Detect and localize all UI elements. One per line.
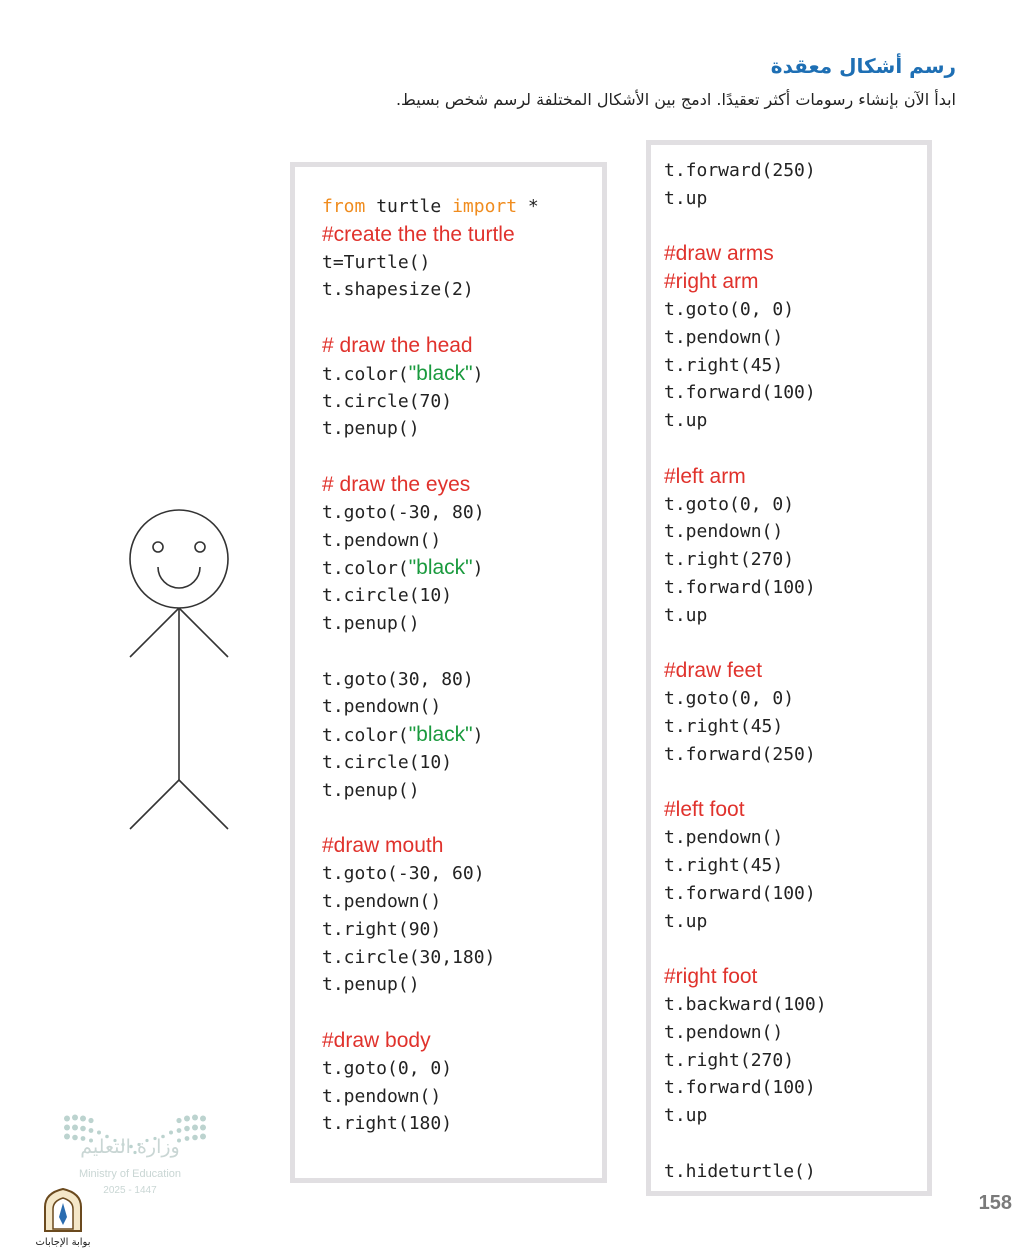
- code-blank-line: [322, 443, 602, 471]
- stick-figure-right-eye: [195, 542, 205, 552]
- code-comment: # draw the head: [322, 333, 473, 357]
- code-line: t.goto(-30, 80): [322, 501, 485, 523]
- code-line: t.right(45): [664, 715, 784, 737]
- code-blank-line: [664, 935, 927, 963]
- stick-figure-left-leg: [130, 780, 179, 829]
- code-comment: #right foot: [664, 965, 758, 989]
- code-blank-line: [664, 213, 927, 241]
- code-keyword-import: import: [452, 196, 518, 217]
- code-line: t.goto(0, 0): [664, 298, 795, 320]
- code-line: t.forward(250): [664, 160, 816, 181]
- code-line: t.right(270): [664, 1049, 795, 1071]
- code-line: t.penup(): [322, 974, 420, 996]
- stick-figure-right-leg: [179, 780, 228, 829]
- code-line: t.up: [664, 187, 708, 209]
- code-comment: #left arm: [664, 464, 746, 488]
- code-keyword-from: from: [322, 196, 366, 217]
- code-line: t.goto(-30, 60): [322, 863, 485, 885]
- stick-figure-illustration: [120, 505, 240, 840]
- stick-figure-left-arm: [130, 608, 179, 657]
- code-comment: #draw feet: [664, 659, 763, 683]
- answers-portal-logo-icon: [28, 1185, 98, 1250]
- code-line: t.forward(100): [664, 1077, 816, 1099]
- code-line: t.up: [664, 410, 708, 432]
- code-line: t.right(270): [664, 549, 795, 571]
- code-comment: #left foot: [664, 798, 745, 822]
- code-text: ): [472, 558, 484, 580]
- code-line: t.forward(100): [664, 882, 816, 904]
- code-listing-right: [664, 157, 927, 1185]
- code-string: "black": [408, 723, 473, 747]
- code-line: t.forward(100): [664, 576, 816, 598]
- code-line: t.pendown(): [322, 696, 442, 718]
- code-string: "black": [408, 556, 473, 580]
- code-line: t.goto(30, 80): [322, 668, 474, 690]
- code-comment: #draw mouth: [322, 834, 444, 858]
- code-line: t.pendown(): [322, 890, 442, 912]
- code-line: t.hideturtle(): [664, 1160, 816, 1182]
- code-line: t.pendown(): [322, 529, 442, 551]
- code-box-right: [646, 140, 932, 1196]
- stick-figure-left-eye: [153, 542, 163, 552]
- watermark-text: بوابة الإجابات: [35, 1237, 91, 1248]
- code-line: t.pendown(): [664, 326, 784, 348]
- page-instructions: ابدأ الآن بإنشاء رسومات أكثر تعقيدًا. ادمج بين الأشكال المختلفة لرسم شخص بسيط.: [395, 90, 956, 109]
- code-line: t.penup(): [322, 612, 420, 634]
- code-line: t.circle(10): [322, 751, 453, 773]
- code-comment: #draw body: [322, 1028, 431, 1052]
- code-line: t.right(180): [322, 1113, 453, 1135]
- code-text: t.color(: [322, 725, 409, 747]
- code-line: t.right(45): [664, 854, 784, 876]
- code-line: t.up: [664, 1105, 708, 1127]
- code-line: t.penup(): [322, 779, 420, 801]
- code-line: t.penup(): [322, 418, 420, 440]
- code-blank-line: [664, 769, 927, 797]
- code-line: t.forward(250): [664, 743, 816, 765]
- code-line: t.circle(10): [322, 585, 453, 607]
- code-line: t.up: [664, 910, 708, 932]
- code-text: ): [472, 363, 484, 385]
- code-text: ): [472, 725, 484, 747]
- code-blank-line: [322, 638, 602, 666]
- code-blank-line: [322, 805, 602, 833]
- code-line: t.circle(70): [322, 390, 453, 412]
- code-line-color: [322, 554, 602, 582]
- code-comment: #right arm: [664, 270, 759, 294]
- code-line: t.right(90): [322, 918, 442, 940]
- code-box-left: [290, 162, 607, 1183]
- ministry-years: 2025 - 1447: [103, 1185, 157, 1196]
- code-blank-line: [664, 1130, 927, 1158]
- ministry-name-english: Ministry of Education: [78, 1168, 182, 1180]
- code-line-import: [322, 193, 602, 221]
- code-blank-line: [664, 435, 927, 463]
- code-line: t.right(45): [664, 354, 784, 376]
- code-text: turtle: [365, 196, 453, 217]
- code-line: t.backward(100): [664, 993, 827, 1015]
- code-line: t.pendown(): [664, 521, 784, 543]
- code-line: t.goto(0, 0): [664, 493, 795, 515]
- code-line: t.pendown(): [664, 827, 784, 849]
- code-comment: # draw the eyes: [322, 472, 471, 496]
- code-line: t.goto(0, 0): [664, 688, 795, 710]
- stick-figure-mouth: [158, 567, 200, 588]
- page-number: 158: [978, 1192, 1012, 1214]
- code-blank-line: [322, 999, 602, 1027]
- code-blank-line: [322, 304, 602, 332]
- ministry-name-arabic: وزارة التعليم: [80, 1136, 180, 1158]
- code-line-color: [322, 360, 602, 388]
- code-text: t.color(: [322, 363, 409, 385]
- code-line: t.shapesize(2): [322, 279, 474, 301]
- code-text: *: [517, 196, 539, 217]
- page-title: رسم أشكال معقدة: [770, 54, 956, 78]
- code-comment: #create the the turtle: [322, 222, 515, 246]
- code-comment: #draw arms: [664, 242, 774, 266]
- code-text: t.color(: [322, 558, 409, 580]
- code-blank-line: [664, 630, 927, 658]
- code-line: t.pendown(): [322, 1085, 442, 1107]
- code-line: t.forward(100): [664, 382, 816, 404]
- stick-figure-head: [130, 510, 228, 608]
- stick-figure-right-arm: [179, 608, 228, 657]
- code-line: t.goto(0, 0): [322, 1057, 453, 1079]
- code-line: t.up: [664, 604, 708, 626]
- code-listing-left: [322, 193, 602, 1138]
- code-line: t.pendown(): [664, 1021, 784, 1043]
- code-line-color: [322, 721, 602, 749]
- code-string: "black": [408, 361, 473, 385]
- code-line: t=Turtle(): [322, 251, 431, 273]
- code-line: t.circle(30,180): [322, 946, 496, 968]
